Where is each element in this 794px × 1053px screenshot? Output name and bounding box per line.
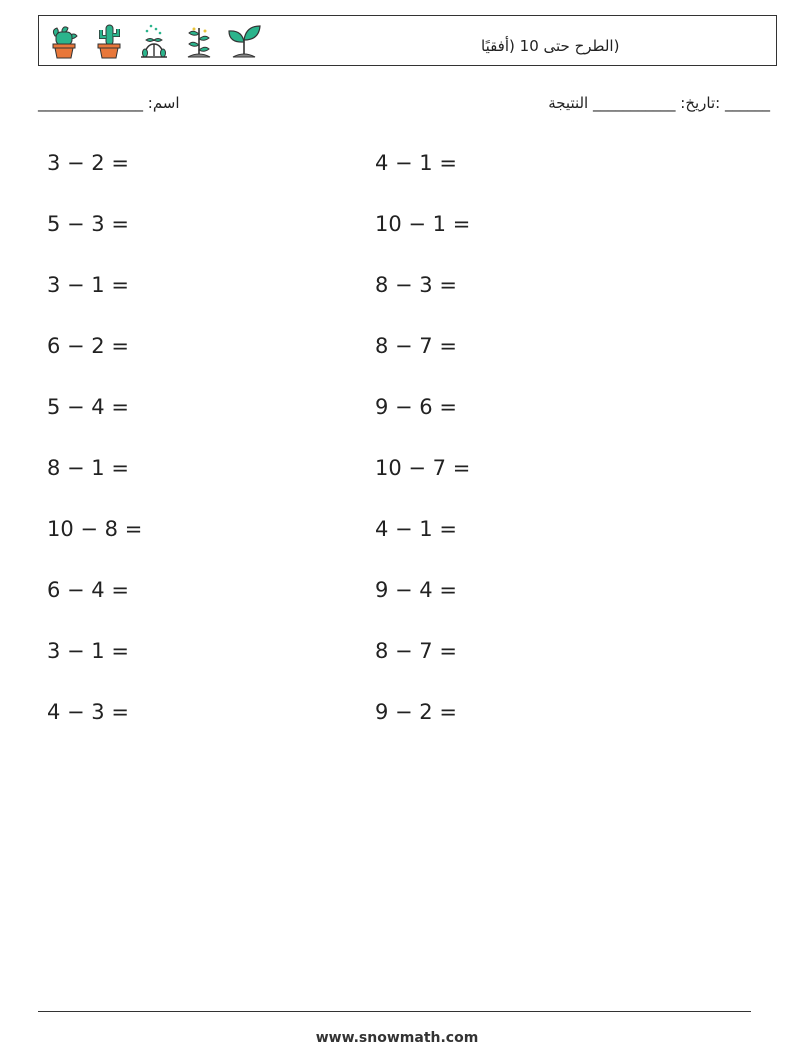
problem-20: 9 − 2 = xyxy=(375,700,457,724)
problem-11: 8 − 1 = xyxy=(47,456,129,480)
problem-10: 9 − 6 = xyxy=(375,395,457,419)
worksheet-title: (الطرح حتى 10 (أفقيًا xyxy=(481,37,620,55)
problem-2: 4 − 1 = xyxy=(375,151,457,175)
problem-12: 10 − 7 = xyxy=(375,456,471,480)
problem-grid xyxy=(47,147,747,757)
problem-14: 4 − 1 = xyxy=(375,517,457,541)
date-score-line: ______ :تاريخ: ___________ النتيجة xyxy=(548,94,770,112)
problem-17: 3 − 1 = xyxy=(47,639,129,663)
problem-8: 8 − 7 = xyxy=(375,334,457,358)
cactus-pot-icon xyxy=(90,22,128,60)
sprouting-plant-icon xyxy=(180,22,218,60)
problem-15: 6 − 4 = xyxy=(47,578,129,602)
plant-icons xyxy=(45,22,263,60)
problem-19: 4 − 3 = xyxy=(47,700,129,724)
problem-18: 8 − 7 = xyxy=(375,639,457,663)
name-line: اسم: ______________ xyxy=(38,94,180,112)
problem-4: 10 − 1 = xyxy=(375,212,471,236)
problem-6: 8 − 3 = xyxy=(375,273,457,297)
problem-1: 3 − 2 = xyxy=(47,151,129,175)
seedling-icon xyxy=(225,22,263,60)
footer-divider xyxy=(38,1011,751,1012)
watering-plant-icon xyxy=(135,22,173,60)
worksheet-header xyxy=(38,15,777,66)
problem-7: 6 − 2 = xyxy=(47,334,129,358)
cactus-pot-icon xyxy=(45,22,83,60)
problem-3: 5 − 3 = xyxy=(47,212,129,236)
problem-16: 9 − 4 = xyxy=(375,578,457,602)
problem-9: 5 − 4 = xyxy=(47,395,129,419)
footer-url: www.snowmath.com xyxy=(315,1030,479,1046)
problem-13: 10 − 8 = xyxy=(47,517,143,541)
problem-5: 3 − 1 = xyxy=(47,273,129,297)
